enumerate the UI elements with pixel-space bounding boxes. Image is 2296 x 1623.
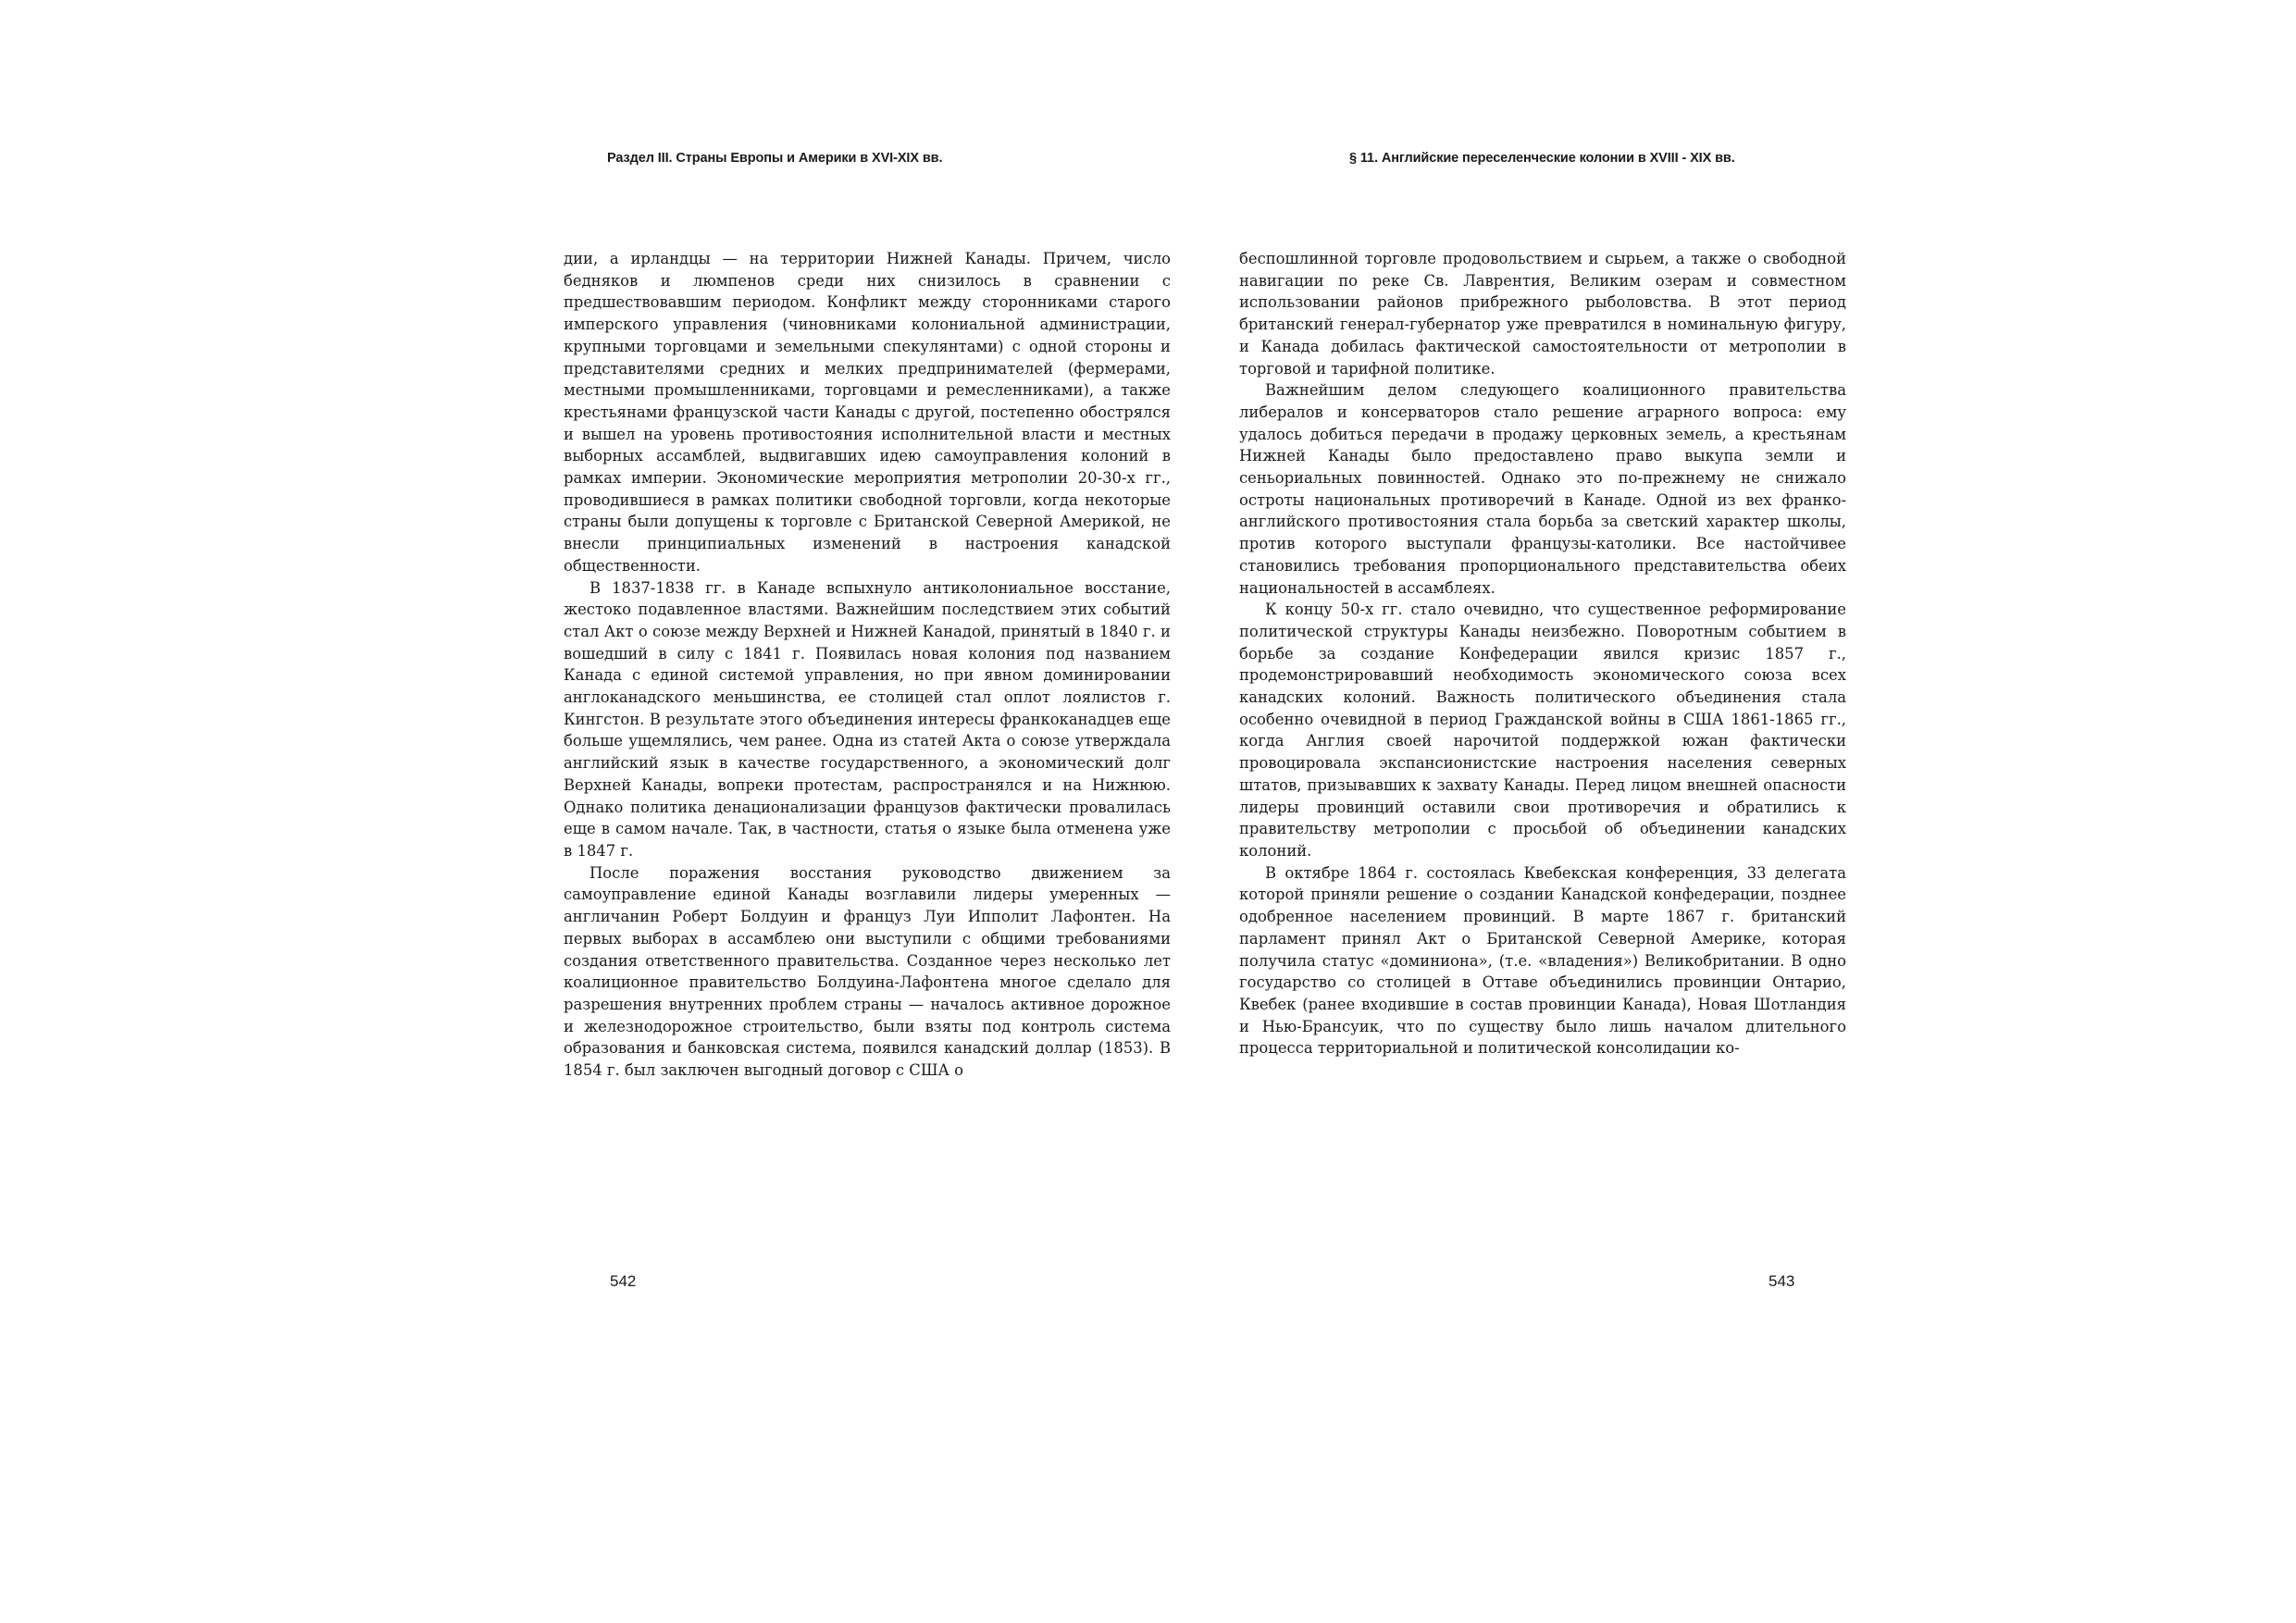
left-paragraph-1: дии, а ирландцы — на территории Нижней Канады. Причем, число бедняков и люмпенов среди них снизилось в сравнении с предшествовавшим периодом. Конфликт между сторонниками старого имперского управления (чиновниками колониальной администрации, крупными торговцами и земельными спекулянтами) с одной стороны и представителями средних и мелких предпринимателей (фермерами, местными промышленниками, торговцами и ремесленниками), а также крестьянами французской части Канады с другой, постепенно обострялся и вышел на уровень противостояния исполнительной власти и местных выборных ассамблей, выдвигавших идею самоуправления колоний в рамках империи. Экономические мероприятия метрополии 20-30-х гг., проводившиеся в рамках политики свободной торговли, когда некоторые страны были допущены к торговле с Британской Северной Америкой, не внесли принципиальных изменений в настроения канадской общественности.: [564, 250, 1171, 575]
left-running-header: Раздел III. Страны Европы и Америки в XVI-XIX вв.: [607, 151, 943, 166]
right-paragraph-3: К концу 50-х гг. стало очевидно, что существенное реформирование политической структуры Канады неизбежно. Поворотным событием в борьбе за создание Конфедерации явился кризис 1857 г., продемонстрировавший необходимость экономического союза всех канадских колоний. Важность политического объединения стала особенно очевидной в период Гражданской войны в США 1861-1865 гг., когда Англия своей нарочитой поддержкой южан фактически провоцировала экспансионистские настроения населения северных штатов, призывавших к захвату Канады. Перед лицом внешней опасности лидеры провинций оставили свои противоречия и обратились к правительству метрополии с просьбой об объединении канадских колоний.: [1239, 601, 1846, 860]
left-paragraph-2: В 1837-1838 гг. в Канаде вспыхнуло антиколониальное восстание, жестоко подавленное властями. Важнейшим последствием этих событий стал Акт о союзе между Верхней и Нижней Канадой, принятый в 1840 г. и вошедший в силу с 1841 г. Появилась новая колония под названием Канада с единой системой управления, но при явном доминировании англоканадского меньшинства, ее столицей стал оплот лоялистов г. Кингстон. В результате этого объединения интересы франкоканадцев еще больше ущемлялись, чем ранее. Одна из статей Акта о союзе утверждала английский язык в качестве государственного, а экономический долг Верхней Канады, вопреки протестам, распространялся и на Нижнюю. Однако политика денационализации французов фактически провалилась еще в самом начале. Так, в частности, статья о языке была отменена уже в 1847 г.: [564, 578, 1171, 860]
right-paragraph-2: Важнейшим делом следующего коалиционного правительства либералов и консерваторов стало решение аграрного вопроса: ему удалось добиться передачи в продажу церковных земель, а крестьянам Нижней Канады было предоставлено право выкупа земли и сеньориальных повинностей. Однако это по-прежнему не снижало остроты национальных противоречий в Канаде. Одной из вех франко-английского противостояния стала борьба за светский характер школы, против которого выступали французы-католики. Все настойчивее становились требования пропорционального представительства обеих национальностей в ассамблеях.: [1239, 381, 1846, 597]
right-paragraph-1: беспошлинной торговле продовольствием и сырьем, а также о свободной навигации по реке Св. Лаврентия, Великим озерам и совместном использовании районов прибрежного рыболовства. В этот период британский генерал-губернатор уже превратился в номинальную фигуру, и Канада добилась фактической самостоятельности от метрополии в торговой и тарифной политике.: [1239, 250, 1846, 378]
left-paragraph-3: После поражения восстания руководство движением за самоуправление единой Канады возглавили лидеры умеренных — англичанин Роберт Болдуин и француз Луи Ипполит Лафонтен. На первых выборах в ассамблею они выступили с общими требованиями создания ответственного правительства. Созданное через несколько лет коалиционное правительство Болдуина-Лафонтена многое сделало для разрешения внутренних проблем страны — началось активное дорожное и железнодорожное строительство, были взяты под контроль система образования и банковская система, появился канадский доллар (1853). В 1854 г. был заключен выгодный договор с США о: [564, 863, 1171, 1080]
right-page-number: 543: [1769, 1272, 1795, 1290]
right-page-body: [1239, 248, 1846, 1059]
left-page-number: 542: [610, 1272, 637, 1290]
right-running-header: § 11. Английские переселенческие колонии в XVIII - XIX вв.: [1349, 151, 1735, 166]
left-page-body: [564, 248, 1171, 1082]
right-paragraph-4: В октябре 1864 г. состоялась Квебекская конференция, 33 делегата которой приняли решение о создании Канадской конфедерации, позднее одобренное населением провинций. В марте 1867 г. британский парламент принял Акт о Британской Северной Америке, которая получила статус «доминиона», (т.е. «владения») Великобритании. В одно государство со столицей в Оттаве объединились провинции Онтарио, Квебек (ранее входившие в состав провинции Канада), Новая Шотландия и Нью-Брансуик, что по существу было лишь началом длительного процесса территориальной и политической консолидации ко-: [1239, 863, 1846, 1058]
